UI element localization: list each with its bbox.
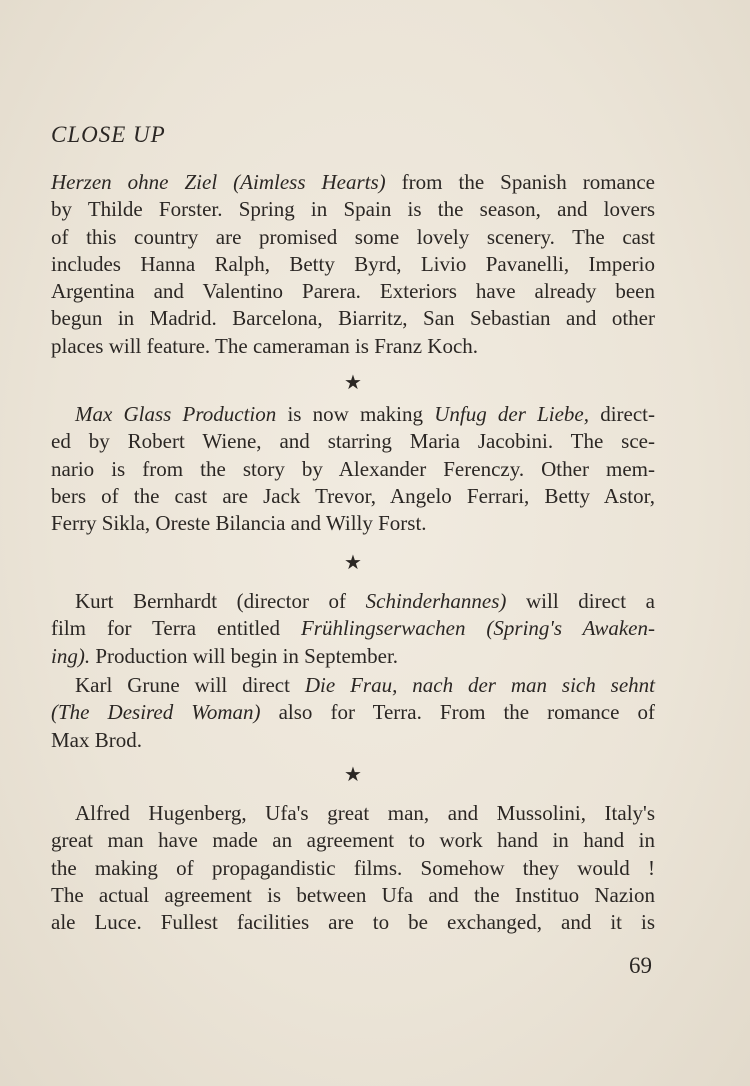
text-line: Ferry Sikla, Oreste Bilancia and Willy Forst. bbox=[51, 511, 427, 536]
film-title: Schinderhannes) bbox=[365, 589, 507, 613]
text-line: begun in Madrid. Barcelona, Biarritz, San Sebastian and other bbox=[51, 306, 655, 331]
text-line: The actual agreement is between Ufa and the Instituo Nazion bbox=[51, 882, 655, 907]
text-line: Max Brod. bbox=[51, 727, 142, 752]
text-line: Alfred Hugenberg, Ufa's great man, and Mussolini, Italy's bbox=[75, 801, 655, 825]
film-title: Die Frau, nach der man sich sehnt bbox=[304, 673, 655, 697]
film-title: Unfug der Liebe, bbox=[434, 402, 590, 426]
text-line: bers of the cast are Jack Trevor, Angelo Ferrari, Betty Astor, bbox=[51, 483, 655, 508]
text-line: ale Luce. Fullest facilities are to be exchanged, and it is bbox=[51, 910, 655, 935]
paragraph-karl-grune bbox=[51, 672, 655, 754]
text-line: Max Glass Production is now making Unfug der Liebe, direct- bbox=[75, 402, 656, 426]
film-title: Frühlingserwachen (Spring's Awaken- bbox=[300, 616, 655, 641]
paragraph-hugenberg-mussolini bbox=[51, 800, 655, 936]
text-line: (The Desired Woman) also for Terra. From the romance of bbox=[51, 700, 655, 725]
paragraph-herzen-ohne-ziel bbox=[51, 169, 655, 360]
text-line: Karl Grune will direct Die Frau, nach der man sich sehnt bbox=[75, 673, 655, 697]
text-line: the making of propagandistic films. Somehow they would ! bbox=[51, 855, 655, 880]
film-title: (The Desired Woman) bbox=[51, 700, 261, 725]
film-title: Herzen ohne Ziel (Aimless Hearts) bbox=[51, 170, 386, 194]
text-line: Kurt Bernhardt (director of Schinderhannes) will direct a bbox=[75, 589, 655, 613]
text-line: ed by Robert Wiene, and starring Maria Jacobini. The sce- bbox=[51, 429, 655, 454]
book-page bbox=[51, 0, 655, 1086]
paragraph-kurt-bernhardt bbox=[51, 588, 655, 670]
company-name: Max Glass Production bbox=[75, 402, 277, 426]
text-line: by Thilde Forster. Spring in Spain is the season, and lovers bbox=[51, 197, 655, 222]
text-line: Argentina and Valentino Parera. Exteriors have already been bbox=[51, 279, 655, 304]
text-line: nario is from the story by Alexander Ferenczy. Other mem- bbox=[51, 456, 655, 481]
text-line: of this country are promised some lovely scenery. The cast bbox=[51, 224, 655, 249]
text-line: film for Terra entitled Frühlingserwachen (Spring's Awaken- bbox=[51, 616, 655, 641]
paragraph-max-glass-production bbox=[51, 401, 655, 537]
section-star-separator: ★ bbox=[344, 372, 362, 394]
section-star-separator: ★ bbox=[344, 552, 362, 574]
page-number: 69 bbox=[629, 953, 652, 978]
running-header: CLOSE UP bbox=[51, 122, 166, 147]
text-line: great man have made an agreement to work hand in hand in bbox=[51, 828, 655, 853]
text-line: includes Hanna Ralph, Betty Byrd, Livio Pavanelli, Imperio bbox=[51, 251, 655, 276]
section-star-separator: ★ bbox=[344, 764, 362, 786]
text-line: places will feature. The cameraman is Franz Koch. bbox=[51, 333, 479, 358]
text-line: Herzen ohne Ziel (Aimless Hearts) from the Spanish romance bbox=[51, 170, 655, 194]
film-title: ing). bbox=[51, 643, 91, 668]
text-line: ing). Production will begin in September. bbox=[51, 643, 399, 668]
